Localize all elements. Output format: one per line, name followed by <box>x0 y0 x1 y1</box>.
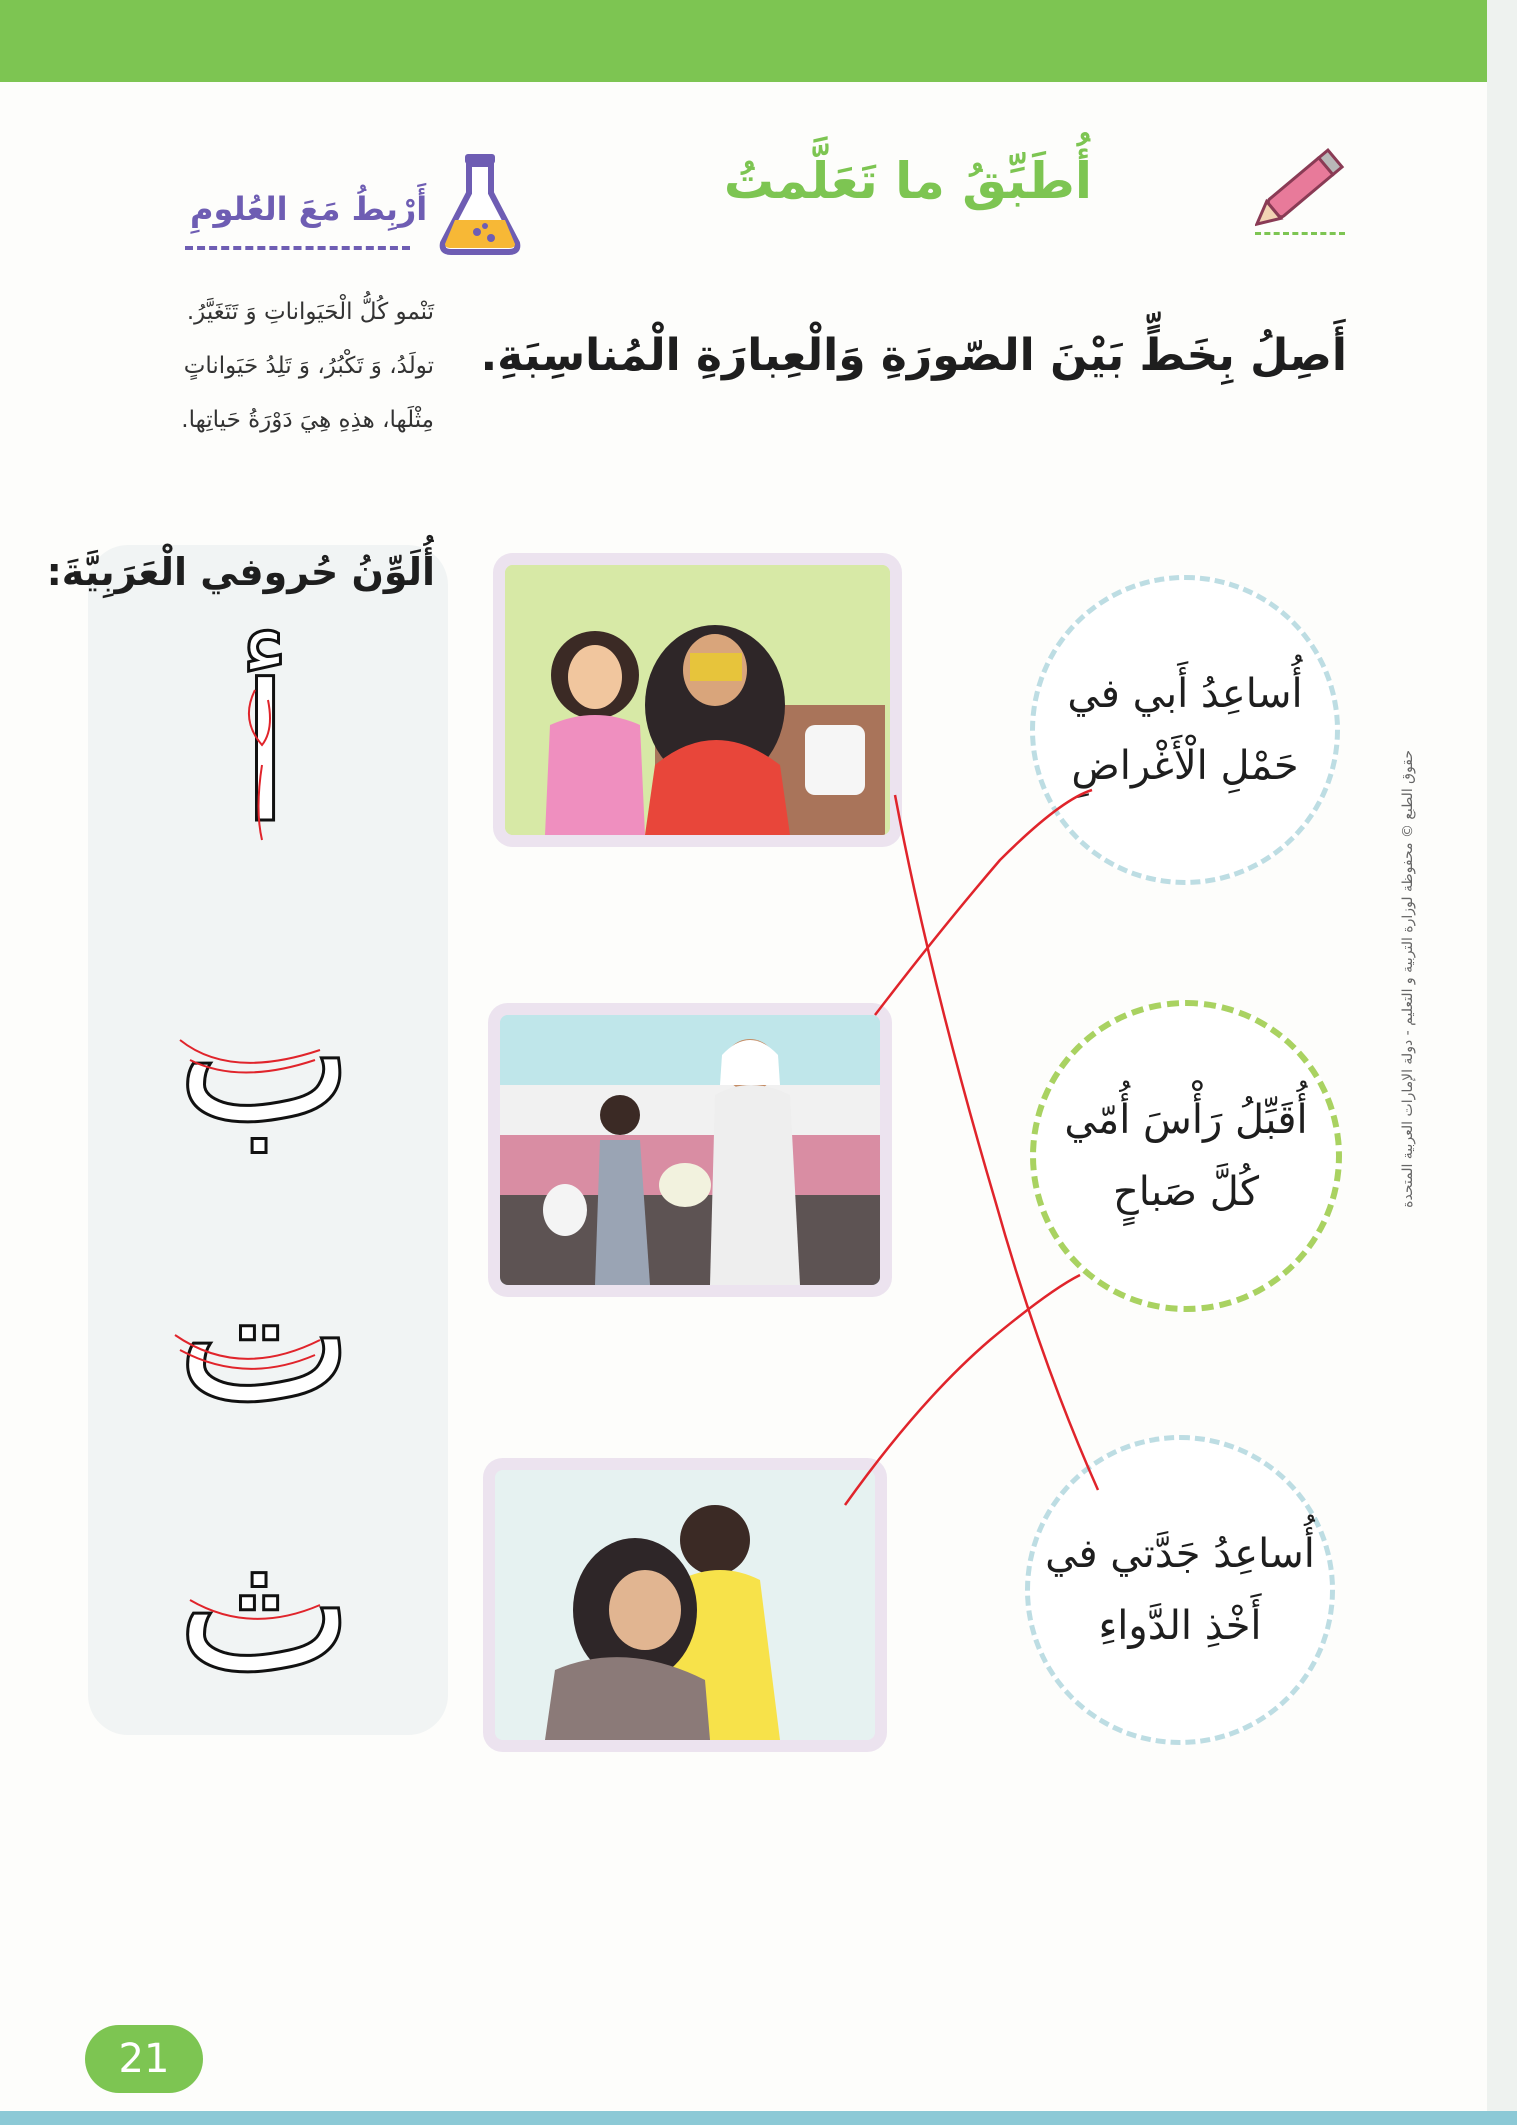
father-illustration <box>500 1015 880 1285</box>
science-line: تولَدُ، وَ تَكْبُرُ، وَ تَلِدُ حَيَواناتٍ <box>183 353 434 379</box>
letter-tha[interactable]: ث <box>175 1494 355 1715</box>
phrase-line: أُقَبِّلُ رَأْسَ أُمّي <box>1064 1097 1308 1143</box>
page-number: 21 <box>85 2025 203 2093</box>
pencil-icon <box>1255 135 1355 235</box>
phrase-bubble-help-father[interactable] <box>1030 575 1340 885</box>
picture-mother-kiss[interactable] <box>495 1470 875 1740</box>
page-edge <box>1487 0 1517 2125</box>
picture-grandmother-medicine[interactable] <box>505 565 890 835</box>
flask-icon <box>435 148 525 258</box>
top-band <box>0 0 1517 82</box>
phrase-line: أَخْذِ الدَّواءِ <box>1098 1603 1262 1649</box>
picture-father-bags[interactable] <box>500 1015 880 1285</box>
science-line: مِثْلَها، هذِهِ هِيَ دَوْرَةُ حَياتِها. <box>181 407 434 433</box>
science-link-underline <box>185 246 410 250</box>
mother-illustration <box>495 1470 875 1740</box>
phrase-line: أُساعِدُ أَبي في <box>1067 671 1303 717</box>
letter-ba[interactable]: ب <box>175 944 355 1165</box>
match-line-mother <box>845 1275 1080 1505</box>
phrase-bubble-kiss-mother[interactable] <box>1030 1000 1342 1312</box>
phrase-bubble-help-grandmother[interactable] <box>1025 1435 1335 1745</box>
letter-ta[interactable]: ت <box>175 1224 355 1445</box>
phrase-line: كُلَّ صَباحٍ <box>1112 1169 1260 1215</box>
match-line-father <box>875 790 1092 1015</box>
exercise-instruction: أَصِلُ بِخَطٍّ بَيْنَ الصّورَةِ وَالْعِبارَةِ الْمُناسِبَةِ. <box>480 330 1347 381</box>
coloring-title: أُلَوِّنُ حُروفي الْعَرَبِيَّةَ: <box>46 550 435 594</box>
letter-alif[interactable]: أ <box>238 644 292 865</box>
practice-title: أُطَبِّقُ ما تَعَلَّمتُ <box>723 152 1092 210</box>
science-line: تَنْمو كُلُّ الْحَيَواناتِ وَ تَتَغَيَّرُ. <box>186 299 434 325</box>
grandmother-illustration <box>505 565 890 835</box>
science-link-title: أَرْبِطُ مَعَ العُلومِ <box>190 190 428 228</box>
copyright-notice: حقوق الطبع © محفوظة لوزارة التربية و التعليم - دولة الإمارات العربية المتحدة <box>1400 750 1416 1208</box>
practice-title-underline <box>1255 232 1345 235</box>
phrase-line: أُساعِدُ جَدَّتي في <box>1045 1531 1315 1577</box>
science-paragraph <box>104 285 434 447</box>
bottom-band <box>0 2111 1517 2125</box>
phrase-line: حَمْلِ الْأَغْراضِ <box>1071 743 1299 789</box>
